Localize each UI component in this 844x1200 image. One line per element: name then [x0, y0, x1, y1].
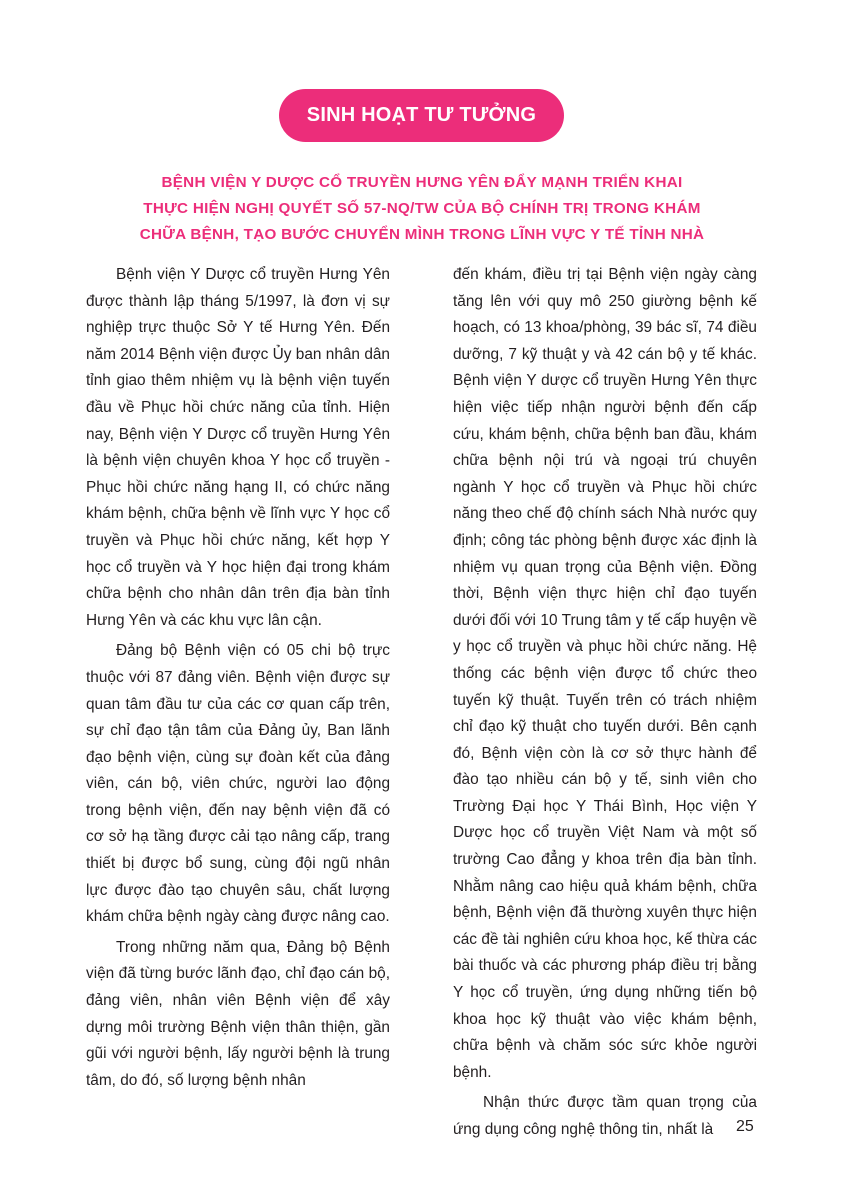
article-title-line: THỰC HIỆN NGHỊ QUYẾT SỐ 57-NQ/TW CỦA BỘ CHÍNH TRỊ TRONG KHÁM — [143, 200, 701, 217]
section-header-label: SINH HOẠT TƯ TƯỞNG — [306, 104, 537, 126]
paragraph: Bệnh viện Y Dược cổ truyền Hưng Yên được thành lập tháng 5/1997, là đơn vị sự nghiệp trực thuộc Sở Y tế Hưng Yên. Đến năm 2014 Bệnh viện được Ủy ban nhân dân tỉnh giao thêm nhiệm vụ là bệnh viện tuyến đầu về Phục hồi chức năng của tỉnh. Hiện nay, Bệnh viện Y Dược cổ truyền Hưng Yên là bệnh viện chuyên khoa Y học cổ truyền - Phục hồi chức năng hạng II, có chức năng khám bệnh, chữa bệnh về lĩnh vực Y học cổ truyền và Phục hồi chức năng, kết hợp Y học cổ truyền và Y học hiện đại trong khám chữa bệnh cho nhân dân trên địa bàn tỉnh Hưng Yên và các khu vực lân cận. — [86, 266, 390, 629]
paragraph-continued: đến khám, điều trị tại Bệnh viện ngày càng tăng lên với quy mô 250 giường bệnh kế hoạch, có 13 khoa/phòng, 39 bác sĩ, 74 điều dưỡng, 7 kỹ thuật y và 42 cán bộ y tế khác. Bệnh viện Y dược cổ truyền Hưng Yên thực hiện việc tiếp nhận người bệnh đến cấp cứu, khám bệnh, chữa bệnh ban đầu, khám chữa bệnh nội trú và ngoại trú chuyên ngành Y học cổ truyền và Phục hồi chức năng theo chế độ chính sách Nhà nước quy định; công tác phòng bệnh được xác định là nhiệm vụ quan trọng của Bệnh viện. Đồng thời, Bệnh viện thực hiện chỉ đạo tuyến dưới đối với 10 Trung tâm y tế cấp huyện về y học cổ truyền và phục hồi chức năng. Hệ thống các bệnh viện được tổ chức theo tuyến kỹ thuật. Tuyến trên có trách nhiệm chỉ đạo kỹ thuật cho tuyến dưới. Bên cạnh đó, Bệnh viện còn là cơ sở thực hành để đào tạo nhiều cán bộ y tế, sinh viên cho Trường Đại học Y Thái Bình, Học viện Y Dược học cổ truyền Việt Nam và một số trường Cao đẳng y khoa trên địa bàn tỉnh. Nhằm nâng cao hiệu quả khám bệnh, chữa bệnh, Bệnh viện đã thường xuyên thực hiện các đề tài nghiên cứu khoa học, kế thừa các bài thuốc và các phương pháp điều trị bằng Y học cổ truyền, ứng dụng những tiến bộ khoa học kỹ thuật vào việc khám bệnh, chữa bệnh và chăm sóc sức khỏe người bệnh. — [453, 266, 757, 1081]
page-number: 25 — [736, 1118, 754, 1135]
body-column-left — [86, 262, 390, 1094]
article-title-line: CHỮA BỆNH, TẠO BƯỚC CHUYỂN MÌNH TRONG LĨNH VỰC Y TẾ TỈNH NHÀ — [139, 226, 705, 243]
body-column-right — [453, 262, 757, 1144]
article-title-line: BỆNH VIỆN Y DƯỢC CỔ TRUYỀN HƯNG YÊN ĐẨY MẠNH TRIỂN KHAI — [161, 174, 683, 191]
section-header-badge — [279, 89, 564, 142]
paragraph: Nhận thức được tầm quan trọng của ứng dụng công nghệ thông tin, nhất là — [453, 1094, 757, 1138]
article-title — [90, 170, 754, 248]
paragraph: Đảng bộ Bệnh viện có 05 chi bộ trực thuộc với 87 đảng viên. Bệnh viện được sự quan tâm đầu tư của các cơ quan cấp trên, sự chỉ đạo tận tâm của Đảng ủy, Ban lãnh đạo bệnh viện, cùng sự đoàn kết của đảng viên, cán bộ, viên chức, người lao động trong bệnh viện, đến nay bệnh viện đã có cơ sở hạ tầng được cải tạo nâng cấp, trang thiết bị được bổ sung, cùng đội ngũ nhân lực được đào tạo chuyên sâu, chất lượng khám chữa bệnh ngày càng được nâng cao. — [86, 642, 390, 926]
paragraph: Trong những năm qua, Đảng bộ Bệnh viện đã từng bước lãnh đạo, chỉ đạo cán bộ, đảng viên, nhân viên Bệnh viện để xây dựng môi trường Bệnh viện thân thiện, gần gũi với người bệnh, lấy người bệnh là trung tâm, do đó, số lượng bệnh nhân — [86, 938, 390, 1089]
